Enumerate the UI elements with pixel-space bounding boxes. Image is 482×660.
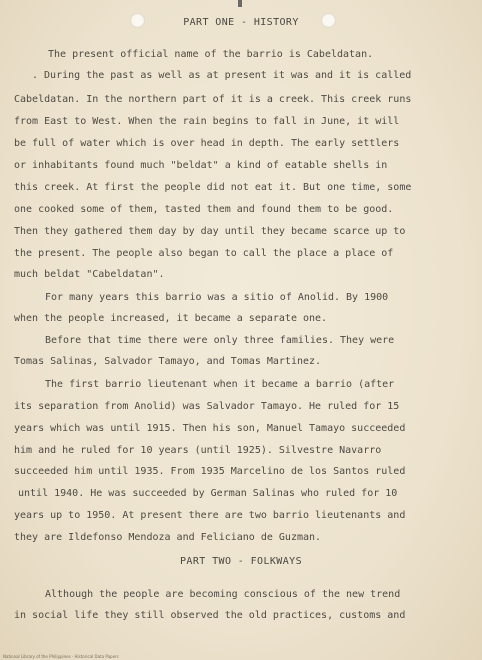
text-line: much beldat "Cabeldatan". bbox=[14, 269, 165, 280]
text-line: they are Ildefonso Mendoza and Feliciano de Guzman. bbox=[14, 532, 322, 543]
section-heading-history: PART ONE - HISTORY bbox=[183, 17, 299, 28]
text-line: Tomas Salinas, Salvador Tamayo, and Tomas Martinez. bbox=[14, 356, 322, 367]
text-line: For many years this barrio was a sitio of Anolid. By 1900 bbox=[45, 292, 389, 303]
text-line: the present. The people also began to call the place a place of bbox=[14, 248, 394, 259]
staple-mark bbox=[238, 0, 242, 7]
text-line: Cabeldatan. In the northern part of it is a creek. This creek runs bbox=[14, 94, 412, 105]
text-line: Then they gathered them day by day until they became scarce up to bbox=[14, 226, 406, 237]
text-line: . During the past as well as at present it was and it is called bbox=[32, 70, 412, 81]
text-line: when the people increased, it became a separate one. bbox=[14, 313, 328, 324]
text-line: or inhabitants found much "beldat" a kind of eatable shells in bbox=[14, 160, 388, 171]
text-line: one cooked some of them, tasted them and found them to be good. bbox=[14, 204, 394, 215]
text-line: him and he ruled for 10 years (until 1925). Silvestre Navarro bbox=[14, 445, 382, 456]
text-line: be full of water which is over head in depth. The early settlers bbox=[14, 138, 400, 149]
text-line: Before that time there were only three families. They were bbox=[45, 335, 395, 346]
text-line: until 1940. He was succeeded by German Salinas who ruled for 10 bbox=[18, 488, 398, 499]
text-line: in social life they still observed the old practices, customs and bbox=[14, 610, 406, 621]
text-line: years which was until 1915. Then his son, Manuel Tamayo succeeded bbox=[14, 423, 406, 434]
text-line: its separation from Anolid) was Salvador Tamayo. He ruled for 15 bbox=[14, 401, 400, 412]
section-heading-folkways: PART TWO - FOLKWAYS bbox=[180, 556, 302, 567]
text-line: from East to West. When the rain begins to fall in June, it will bbox=[14, 116, 400, 127]
text-line: years up to 1950. At present there are two barrio lieutenants and bbox=[14, 510, 406, 521]
text-line: Although the people are becoming conscious of the new trend bbox=[45, 589, 401, 600]
archive-footer: National Library of the Philippines · Historical Data Papers bbox=[3, 654, 119, 659]
text-line: this creek. At first the people did not eat it. But one time, some bbox=[14, 182, 412, 193]
text-line: The present official name of the barrio is Cabeldatan. bbox=[48, 49, 374, 60]
text-line: succeeded him until 1935. From 1935 Marcelino de los Santos ruled bbox=[14, 466, 406, 477]
text-line: The first barrio lieutenant when it became a barrio (after bbox=[45, 379, 395, 390]
